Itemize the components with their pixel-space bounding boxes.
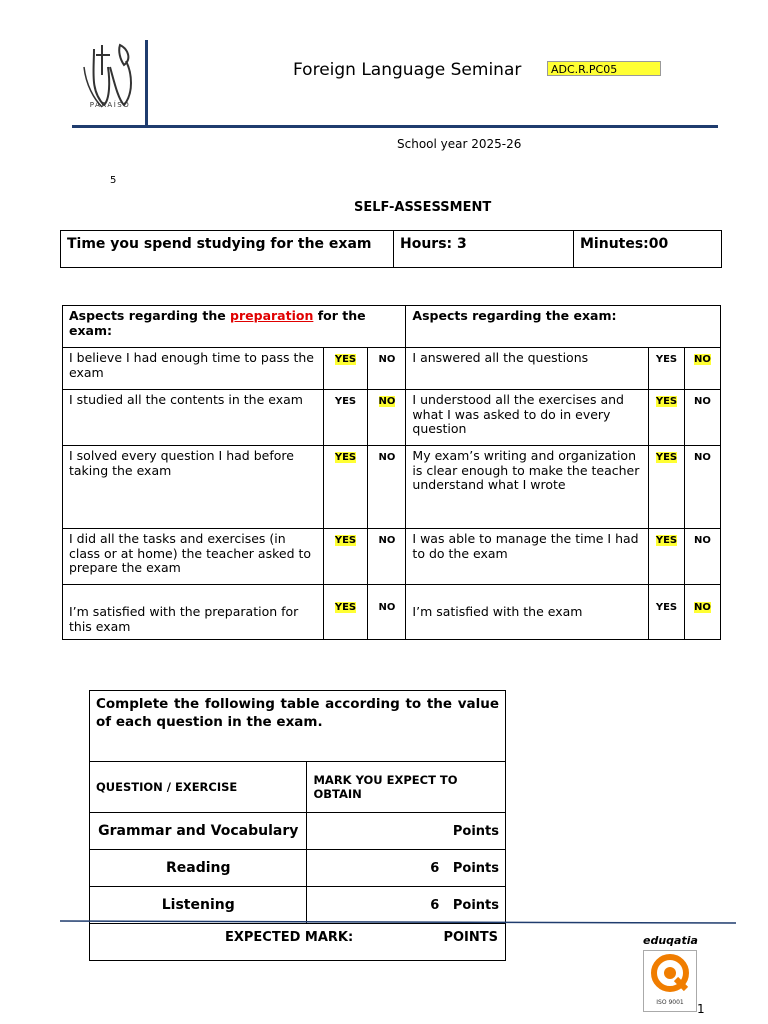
prep-statement: I solved every question I had before taking the exam	[63, 446, 324, 529]
prep-yes-option[interactable]: YES	[323, 390, 368, 446]
exam-yes-option[interactable]: YES	[649, 585, 685, 640]
header-horizontal-rule	[72, 125, 718, 128]
prep-statement: I’m satisfied with the preparation for this exam	[63, 585, 324, 640]
study-hours[interactable]: Hours: 3	[394, 231, 574, 268]
mark-column-header: MARK YOU EXPECT TO OBTAIN	[307, 762, 506, 813]
quality-q-icon	[644, 951, 696, 995]
prep-statement: I believe I had enough time to pass the exam	[63, 348, 324, 390]
certification-badge	[643, 950, 697, 1012]
expected-mark-value[interactable]: POINTS	[443, 930, 498, 945]
prep-no-option[interactable]: NO	[368, 585, 406, 640]
prep-no-option[interactable]: NO	[368, 390, 406, 446]
exam-yes-option[interactable]: YES	[649, 446, 685, 529]
exam-statement: My exam’s writing and organization is clear enough to make the teacher understand what I wrote	[406, 446, 649, 529]
expected-mark-label: EXPECTED MARK:	[225, 930, 354, 945]
exam-statement: I’m satisfied with the exam	[406, 585, 649, 640]
exam-statement: I answered all the questions	[406, 348, 649, 390]
preparation-header: Aspects regarding the preparation for the exam:	[63, 306, 406, 348]
exam-yes-option[interactable]: YES	[649, 348, 685, 390]
prep-statement: I studied all the contents in the exam	[63, 390, 324, 446]
prep-yes-option[interactable]: YES	[323, 529, 368, 585]
prep-no-option[interactable]: NO	[368, 529, 406, 585]
marks-instructions: Complete the following table according to the value of each question in the exam.	[90, 691, 506, 762]
document-code: ADC.R.PC05	[547, 61, 661, 76]
question-column-header: QUESTION / EXERCISE	[90, 762, 307, 813]
prep-no-option[interactable]: NO	[368, 348, 406, 390]
exam-yes-option[interactable]: YES	[649, 390, 685, 446]
aspects-table	[62, 305, 721, 640]
exam-yes-option[interactable]: YES	[649, 529, 685, 585]
document-title: Foreign Language Seminar	[293, 60, 522, 80]
footer-rule	[60, 920, 736, 924]
study-time-table	[60, 230, 722, 268]
exam-statement: I understood all the exercises and what I was asked to do in every question	[406, 390, 649, 446]
exam-no-option[interactable]: NO	[684, 390, 720, 446]
small-number: 5	[110, 175, 117, 186]
expected-points[interactable]: Points	[307, 813, 506, 850]
study-minutes[interactable]: Minutes:00	[574, 231, 722, 268]
expected-points[interactable]: 6 Points	[307, 850, 506, 887]
question-label: Listening	[90, 887, 307, 924]
section-title: SELF-ASSESSMENT	[354, 200, 492, 215]
prep-yes-option[interactable]: YES	[323, 348, 368, 390]
expected-mark-row	[90, 924, 506, 961]
exam-no-option[interactable]: NO	[684, 446, 720, 529]
page-number: 1	[697, 1002, 705, 1016]
exam-no-option[interactable]: NO	[684, 585, 720, 640]
prep-yes-option[interactable]: YES	[323, 446, 368, 529]
exam-no-option[interactable]: NO	[684, 348, 720, 390]
prep-statement: I did all the tasks and exercises (in class or at home) the teacher asked to prepare the exam	[63, 529, 324, 585]
prep-yes-option[interactable]: YES	[323, 585, 368, 640]
preparation-emphasis: preparation	[230, 308, 314, 323]
expected-points[interactable]: 6 Points	[307, 887, 506, 924]
exam-header: Aspects regarding the exam:	[406, 306, 721, 348]
brand-name: PARAÍSO	[89, 101, 131, 109]
exam-statement: I was able to manage the time I had to do the exam	[406, 529, 649, 585]
prep-no-option[interactable]: NO	[368, 446, 406, 529]
exam-no-option[interactable]: NO	[684, 529, 720, 585]
school-year: School year 2025-26	[397, 137, 522, 151]
question-label: Grammar and Vocabulary	[90, 813, 307, 850]
certification-brand: eduqatia	[643, 934, 698, 947]
iso-label: ISO 9001	[656, 999, 684, 1006]
header-vertical-rule	[145, 40, 148, 126]
study-time-label: Time you spend studying for the exam	[61, 231, 394, 268]
question-label: Reading	[90, 850, 307, 887]
